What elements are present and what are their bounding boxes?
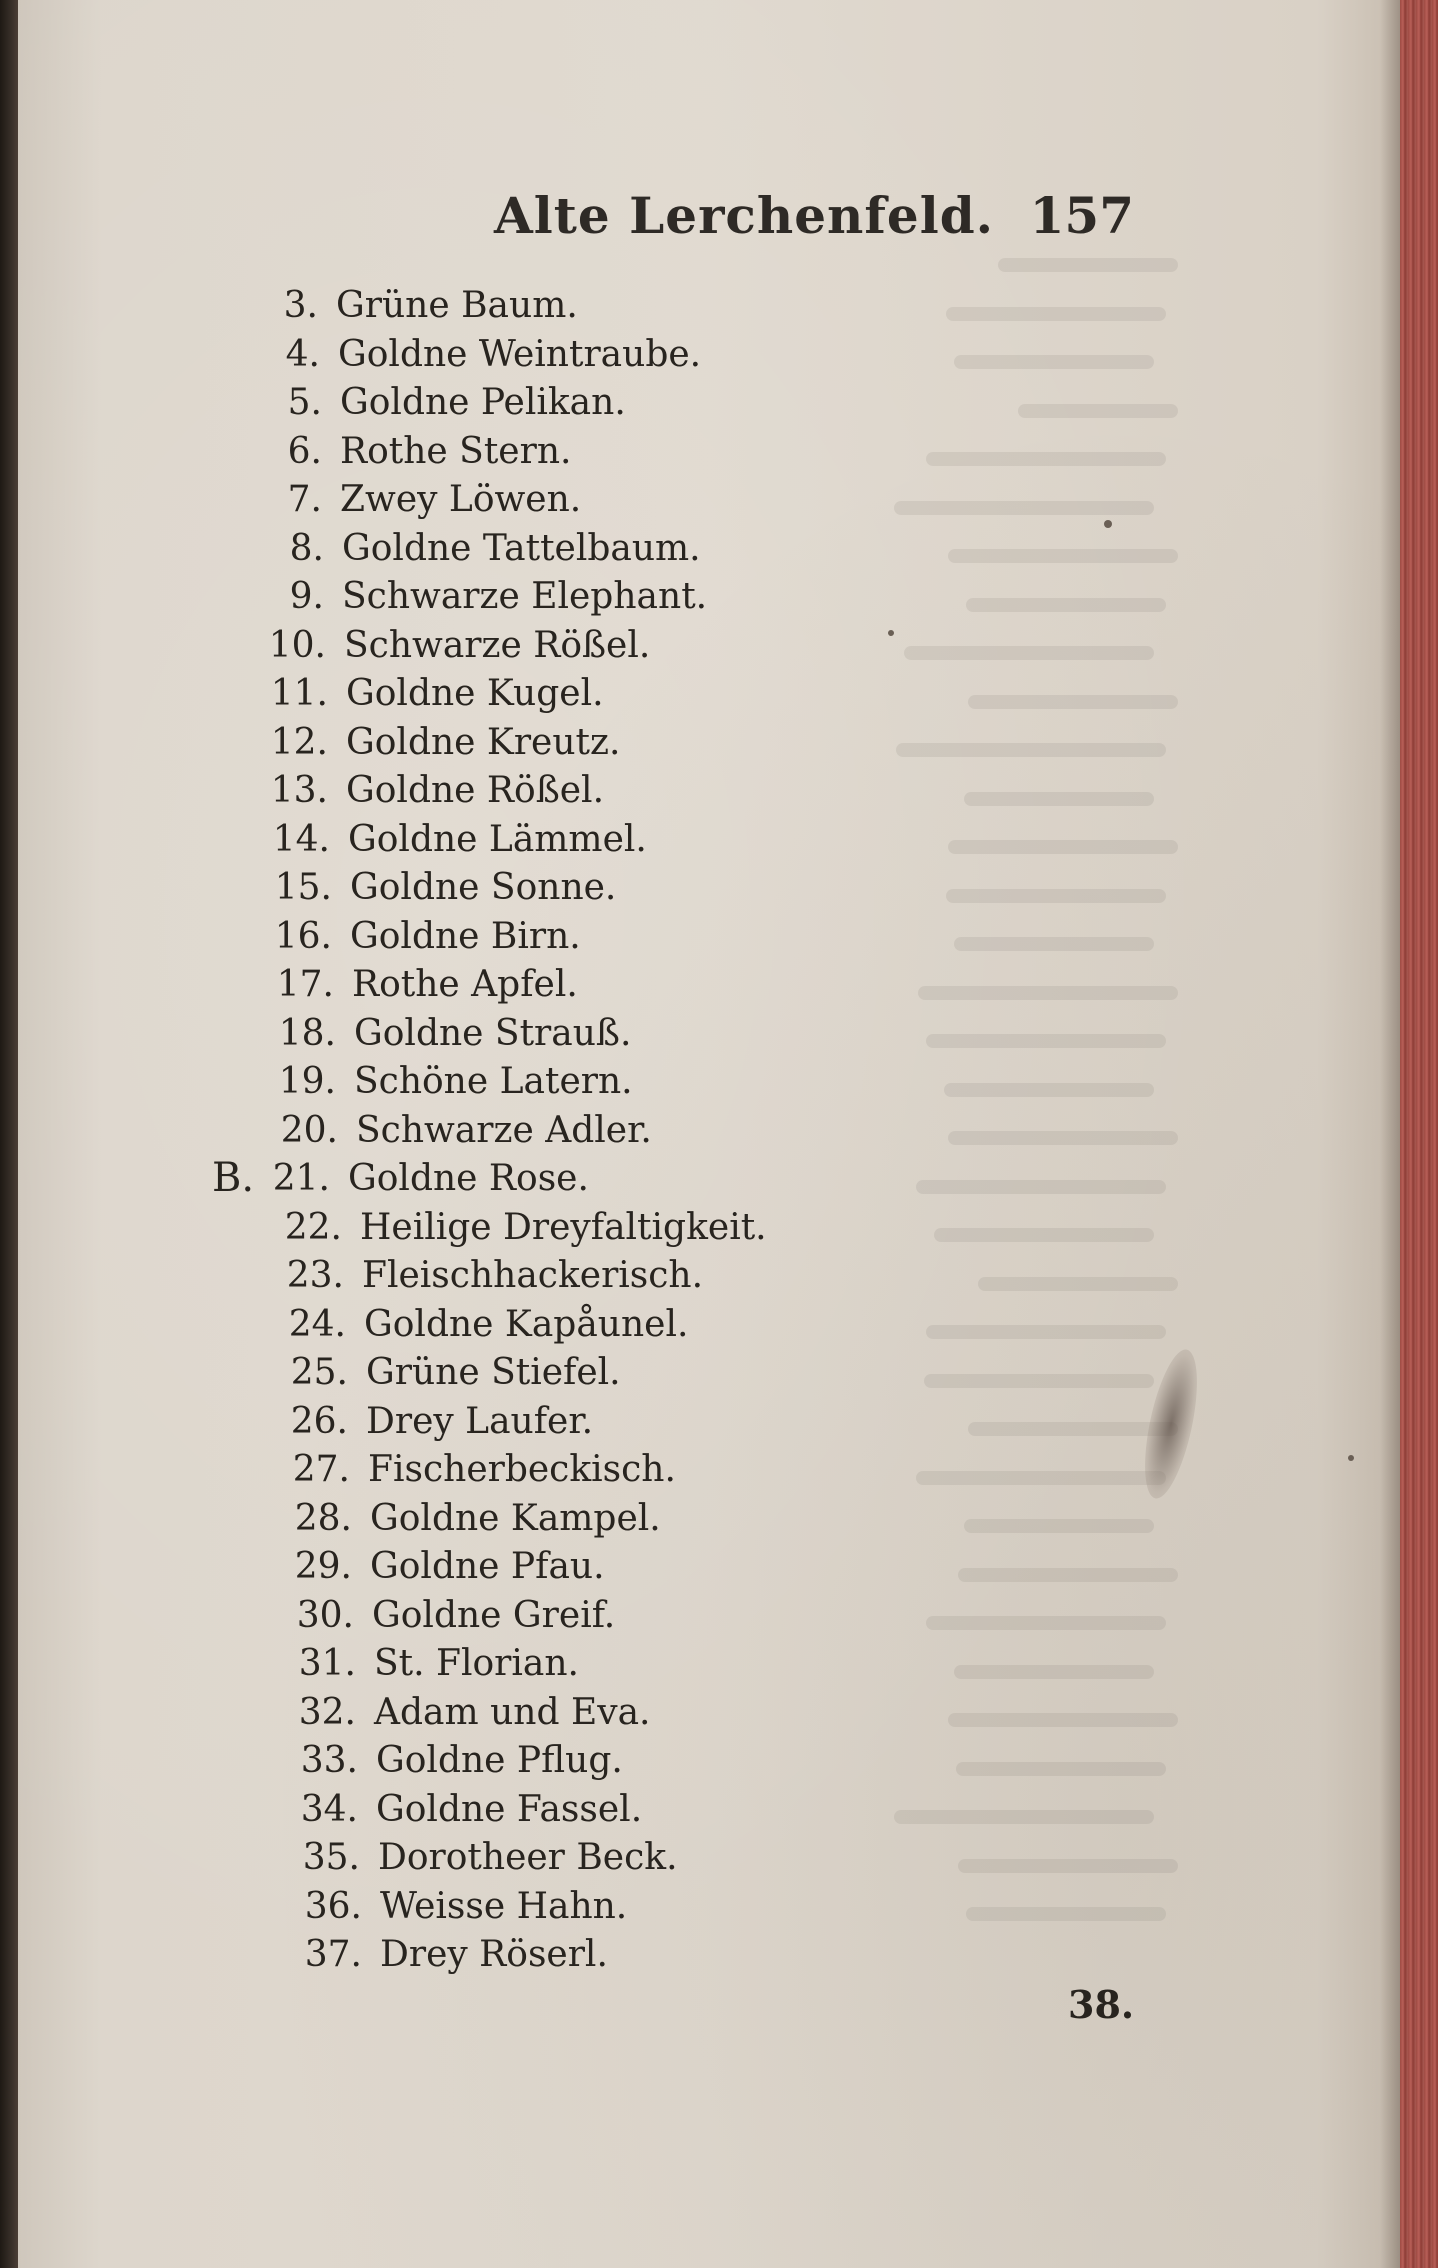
entry-number: 24. [288,1303,346,1345]
entry-number: 25. [290,1352,348,1393]
entry-name: Grüne Stiefel. [366,1352,621,1393]
list-item [248,1786,642,1833]
show-through-line [916,1180,1166,1194]
entry-number: 8. [289,527,324,569]
list-item [220,816,647,863]
list-item [234,1252,703,1299]
show-through-line [926,1034,1166,1048]
entry-number: 6. [287,430,322,472]
entry-number: 11. [270,673,328,714]
entry-number: 19. [278,1061,336,1102]
entry-name: Goldne Lämmel. [348,818,647,860]
entry-number: 7. [287,479,322,520]
show-through-line [968,1422,1178,1436]
list-item [224,961,578,1008]
list-item [242,1543,605,1590]
list-item [244,1592,615,1639]
inn-list [208,282,828,1992]
running-head: Alte Lerchenfeld. [494,186,995,245]
entry-number: 32. [298,1691,356,1733]
list-item [212,428,571,475]
list-item [246,1689,650,1736]
show-through-line [944,1083,1154,1097]
entry-name: Goldne Birn. [350,915,581,957]
entry-number: 34. [300,1788,358,1830]
show-through-line [948,840,1178,854]
show-through-line [894,501,1154,515]
entry-name: Fleischhackerisch. [362,1255,704,1296]
list-item [216,622,650,669]
show-through-line [948,549,1178,563]
entry-name: Dorotheer Beck. [378,1837,678,1878]
entry-name: Goldne Greif. [372,1594,616,1636]
show-through-line [958,1568,1178,1582]
entry-name: Drey Laufer. [366,1400,594,1442]
list-item [250,1834,678,1881]
show-through-line [948,1131,1178,1145]
entry-name: Goldne Kugel. [346,673,604,714]
entry-name: St. Florian. [374,1643,579,1684]
list-item [252,1883,627,1930]
show-through-line [894,1810,1154,1824]
entry-number: 3. [283,285,318,326]
list-item [222,864,616,911]
show-through-line [924,1374,1154,1388]
entry-section-letter: B. [212,1155,255,1201]
book-page [18,0,1400,2268]
entry-name: Goldne Tattelbaum. [342,527,701,569]
show-through-line [958,1859,1178,1873]
entry-number: 4. [285,333,320,375]
list-item [214,525,701,572]
show-through-line [968,695,1178,709]
show-through-line [964,1519,1154,1533]
catchword: 38. [1068,1982,1135,2027]
show-through-line [926,1325,1166,1339]
entry-name: Goldne Weintraube. [338,333,702,375]
list-item [252,1931,608,1978]
entry-name: Goldne Kampel. [370,1497,661,1539]
entry-name: Goldne Rose. [348,1158,589,1199]
entry-number: 35. [302,1837,360,1878]
show-through-line [954,1665,1154,1679]
list-item [238,1398,593,1445]
entry-name: Goldne Pflug. [376,1740,623,1781]
entry-number: 12. [270,721,328,763]
entry-number: 20. [280,1109,338,1151]
entry-number: 14. [272,818,330,860]
entry-number: 15. [274,867,332,908]
entry-number: 16. [274,915,332,957]
entry-name: Goldne Kapåunel. [364,1303,689,1345]
entry-number: 26. [290,1400,348,1442]
list-item [212,379,626,426]
list-item [214,573,707,620]
entry-number: 27. [292,1449,350,1490]
entry-number: 22. [284,1206,342,1248]
show-through-line [934,1228,1154,1242]
list-item [208,282,578,329]
entry-number: 17. [276,964,334,1005]
entry-number: 29. [294,1546,352,1587]
show-through-line [946,307,1166,321]
paper-speck [1348,1455,1354,1461]
entry-name: Schwarze Adler. [356,1109,652,1151]
list-item [228,1107,652,1154]
entry-number: 5. [287,382,322,423]
entry-number: 10. [268,624,326,666]
list-item [210,331,701,378]
entry-name: Weisse Hahn. [380,1885,628,1927]
entry-name: Heilige Dreyfaltigkeit. [360,1206,767,1248]
page-gutter-shadow [1380,0,1402,2268]
entry-name: Goldne Fassel. [376,1788,643,1830]
list-item [212,1155,589,1202]
entry-name: Drey Röserl. [380,1934,608,1975]
entry-name: Goldne Kreutz. [346,721,621,763]
entry-name: Goldne Pelikan. [340,382,626,423]
show-through-line [948,1713,1178,1727]
paper-speck [1104,520,1112,528]
show-through-line [926,452,1166,466]
entry-name: Rothe Apfel. [352,964,578,1005]
show-through-line [904,646,1154,660]
show-through-line [956,1762,1166,1776]
entry-number: 21. [272,1158,330,1199]
show-through-line [1018,404,1178,418]
list-item [246,1640,579,1687]
entry-number: 30. [296,1594,354,1636]
list-item [242,1495,661,1542]
list-item [226,1010,631,1057]
list-item [218,767,604,814]
entry-number: 33. [300,1740,358,1781]
entry-name: Adam und Eva. [374,1691,651,1733]
entry-name: Fischerbeckisch. [368,1449,676,1490]
book-cover-edge [0,0,18,2268]
list-item [212,476,581,523]
entry-number: 13. [270,770,328,811]
list-item [222,913,581,960]
list-item [226,1058,633,1105]
entry-name: Goldne Rößel. [346,770,605,811]
entry-name: Zwey Löwen. [340,479,582,520]
entry-name: Grüne Baum. [336,285,578,326]
entry-number: 18. [278,1012,336,1054]
show-through-line [946,889,1166,903]
show-through-line [966,1907,1166,1921]
show-through-line [978,1277,1178,1291]
list-item [218,670,604,717]
entry-name: Goldne Strauß. [354,1012,632,1054]
show-through-line [966,598,1166,612]
show-through-line [954,355,1154,369]
list-item [236,1301,688,1348]
list-item [240,1446,676,1493]
page-number: 157 [1029,186,1134,245]
entry-name: Schwarze Rößel. [344,624,651,666]
red-page-edges [1400,0,1438,2268]
entry-name: Goldne Sonne. [350,867,617,908]
show-through-line [964,792,1154,806]
list-item [218,719,620,766]
list-item [232,1204,767,1251]
paper-speck [888,630,894,636]
list-item [238,1349,621,1396]
entry-name: Rothe Stern. [340,430,572,472]
show-through-line [954,937,1154,951]
page-header [494,186,1134,256]
entry-name: Schwarze Elephant. [342,576,708,617]
entry-number: 36. [304,1885,362,1927]
entry-number: 9. [289,576,324,617]
entry-number: 31. [298,1643,356,1684]
show-through-line [896,743,1166,757]
entry-name: Schöne Latern. [354,1061,633,1102]
entry-number: 37. [304,1934,362,1975]
list-item [248,1737,623,1784]
show-through-line [918,986,1178,1000]
show-through-line [926,1616,1166,1630]
entry-number: 23. [286,1255,344,1296]
entry-number: 28. [294,1497,352,1539]
show-through-line [916,1471,1166,1485]
show-through-line [998,258,1178,272]
entry-name: Goldne Pfau. [370,1546,605,1587]
